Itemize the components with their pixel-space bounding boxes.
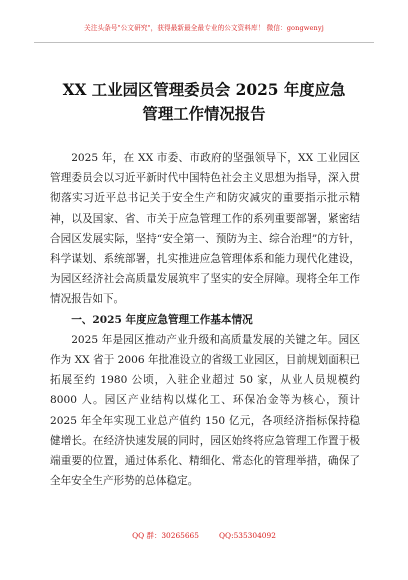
footer-qq-group: QQ 群：30265665 — [132, 531, 199, 540]
document-title: XX 工业园区管理委员会 2025 年度应急管理工作情况报告 — [62, 81, 346, 123]
intro-paragraph: 2025 年，在 XX 市委、市政府的坚强领导下，XX 工业园区管理委员会以习近平新时代中国特色社会主义思想为指导，深入贯彻落实习近平总书记关于安全生产和防灾减灾的重要指示批示精神，以及国家、省、市关于应急管理工作的系列重要部署，紧密结合园区发展实际，坚持“安全第一、预防为主、综合治理”的方针，科学谋划、系统部署，扎实推进应急管理体系和能力现代化建设，为园区经济社会高质量发展筑牢了坚实的安全屏障。现将全年工作情况报告如下。 — [50, 152, 360, 306]
document-body — [50, 148, 360, 491]
header-divider — [34, 42, 374, 43]
section-paragraph: 2025 年是园区推动产业升级和高质量发展的关键之年。园区作为 XX 省于 2006 年批准设立的省级工业园区，目前规划面积已拓展至约 1980 公顷，入驻企业超过 50 家，从业人员规模约 8000 人。园区产业结构以煤化工、环保冶金等为核心，预计 2025 年全年实现工业总产值约 150 亿元，各项经济指标保持稳健增长。在经济快速发展的同时，园区始终将应急管理工作置于极端重要的位置，通过体系化、精细化、常态化的管理举措，确保了全年安全生产形势的总体稳定。 — [50, 333, 360, 488]
section-heading: 一、2025 年度应急管理工作基本情况 — [71, 313, 253, 326]
footer — [0, 530, 408, 541]
header-banner: 关注头条号"公文研究"，获得最新最全最专业的公文资料库！ 微信：gongwenyj — [84, 24, 324, 32]
footer-qq: QQ:535304092 — [218, 531, 276, 540]
